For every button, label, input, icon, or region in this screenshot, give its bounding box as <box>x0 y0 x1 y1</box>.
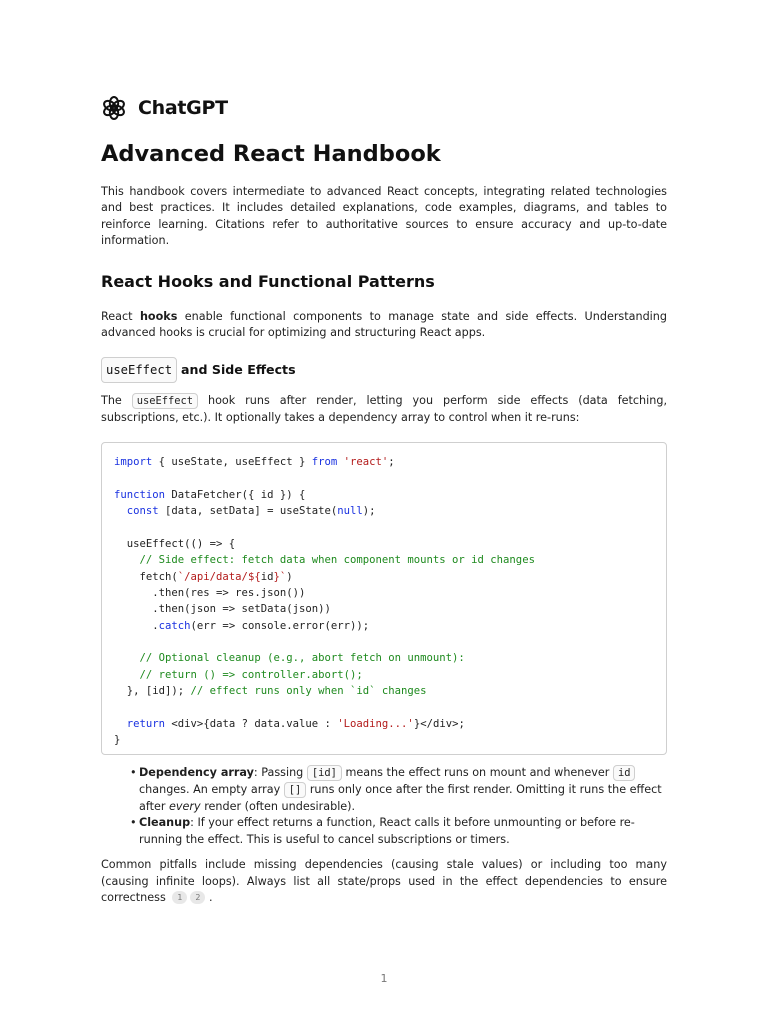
code-line-blank <box>114 471 654 487</box>
section-heading: React Hooks and Functional Patterns <box>101 271 435 291</box>
bullet-cleanup: • Cleanup: If your effect returns a function, React calls it before unmounting or before re-running the effect. This is useful to cancel subscriptions or timers. <box>130 816 635 846</box>
code-line: useEffect(() => { <box>114 537 236 550</box>
brand-logo <box>101 94 667 122</box>
pitfalls-paragraph: Common pitfalls include missing dependencies (causing stale values) or including too many (causing infinite loops). Always list all state/props used in the effect dependencies to ensure correctness 1 2 . <box>101 858 667 905</box>
code-block[interactable] <box>101 442 667 755</box>
code-comment: // Optional cleanup (e.g., abort fetch on unmount): <box>114 652 465 665</box>
code-line: const [data, setData] = useState(null); <box>126 505 376 518</box>
inline-code-id: id <box>613 765 636 781</box>
code-line-blank <box>114 520 654 536</box>
code-line: .catch(err => console.error(err)); <box>114 619 370 632</box>
useeffect-paragraph: The useEffect hook runs after render, letting you perform side effects (data fetching, subscriptions, etc.). It optionally takes a dependency array to control when it re-runs: <box>101 394 667 424</box>
code-line: function DataFetcher({ id }) { <box>114 488 306 501</box>
intro-paragraph: This handbook covers intermediate to advanced React concepts, integrating related technologies and best practices. It includes detailed explanations, code examples, diagrams, and tables to reinforce learning. Citations refer to authoritative sources to ensure accuracy and up-to-date information. <box>101 185 667 248</box>
code-comment: // Side effect: fetch data when component mounts or id changes <box>114 554 535 567</box>
code-line: .then(json => setData(json)) <box>114 603 331 616</box>
brand-name: ChatGPT <box>138 97 228 119</box>
citation-badge[interactable]: 2 <box>190 891 205 904</box>
code-line: fetch(`/api/data/${id}`) <box>114 570 293 583</box>
code-comment: // return () => controller.abort(); <box>114 668 363 681</box>
code-line: return <div>{data ? data.value : 'Loading...'}</div>; <box>126 717 465 730</box>
citation-badge[interactable]: 1 <box>172 891 187 904</box>
openai-logo-icon <box>101 95 127 121</box>
document-page <box>101 94 667 907</box>
inline-code-empty-array: [] <box>284 782 307 798</box>
bullet-dependency-array: • Dependency array: Passing [id] means the effect runs on mount and whenever id changes. An empty array [] runs only once after the first render. Omitting it runs the effect after every render (often undesirable). <box>130 766 662 813</box>
code-line-blank <box>114 699 654 715</box>
inline-code-id-array: [id] <box>307 765 342 781</box>
code-line: } <box>114 734 121 747</box>
page-number: 1 <box>380 972 388 985</box>
inline-code-useeffect: useEffect <box>132 393 198 409</box>
document-title: Advanced React Handbook <box>101 141 441 167</box>
hooks-bold: hooks <box>139 309 178 323</box>
code-line: }, [id]); // effect runs only when `id` changes <box>114 685 427 698</box>
code-line-blank <box>114 634 654 650</box>
bullet-list <box>101 765 667 848</box>
heading-code: useEffect <box>101 357 177 383</box>
subsection-heading: useEffect and Side Effects <box>101 357 667 383</box>
code-line: import { useState, useEffect } from 'react'; <box>114 456 395 469</box>
code-line: .then(res => res.json()) <box>114 587 306 599</box>
hooks-paragraph: React hooks enable functional components to manage state and side effects. Understanding advanced hooks is crucial for optimizing and structuring React apps. <box>101 309 667 340</box>
